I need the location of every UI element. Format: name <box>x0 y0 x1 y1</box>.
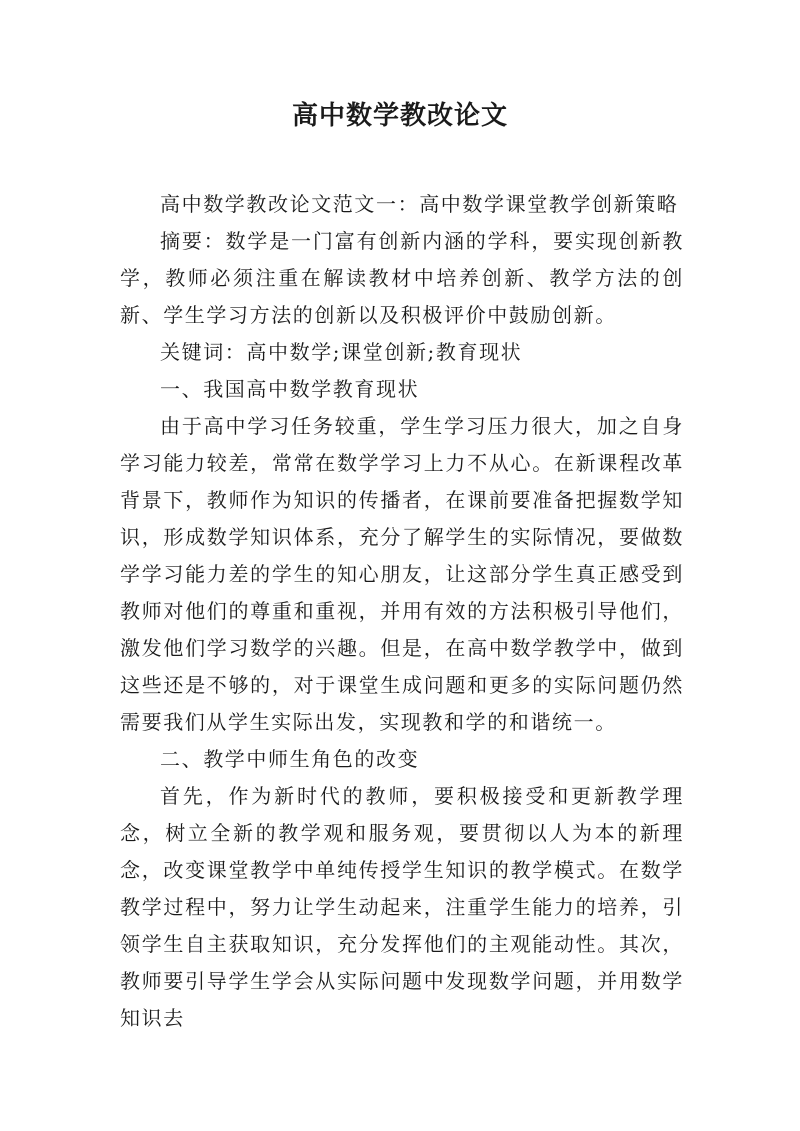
paragraph-abstract: 摘要：数学是一门富有创新内涵的学科，要实现创新教学，教师必须注重在解读教材中培养创新、教学方法的创新、学生学习方法的创新以及积极评价中鼓励创新。 <box>120 229 684 327</box>
document-title: 高中数学教改论文 <box>291 101 508 131</box>
paragraph-section-1: 由于高中学习任务较重，学生学习压力很大，加之自身学习能力较差，常常在数学学习上力不从心。在新课程改革背景下，教师作为知识的传播者，在课前要准备把握数学知识，形成数学知识体系，充分了解学生的实际情况，要做数学学习能力差的学生的知心朋友，让这部分学生真正感受到教师对他们的尊重和重视，并用有效的方法积极引导他们，激发他们学习数学的兴趣。但是，在高中数学教学中，做到这些还是不够的，对于课堂生成问题和更多的实际问题仍然需要我们从学生实际出发，实现教和学的和谐统一。 <box>120 414 684 734</box>
paragraph-keywords: 关键词：高中数学;课堂创新;教育现状 <box>160 340 523 364</box>
section-heading-2: 二、教学中师生角色的改变 <box>160 747 420 771</box>
section-heading-1: 一、我国高中数学教育现状 <box>160 377 420 401</box>
document-body <box>120 186 684 1037</box>
paragraph-subtitle: 高中数学教改论文范文一：高中数学课堂教学创新策略 <box>160 192 679 216</box>
paragraph-section-2: 首先，作为新时代的教师，要积极接受和更新教学理念，树立全新的教学观和服务观，要贯彻以人为本的新理念，改变课堂教学中单纯传授学生知识的教学模式。在数学教学过程中，努力让学生动起来，注重学生能力的培养，引领学生自主获取知识，充分发挥他们的主观能动性。其次，教师要引导学生学会从实际问题中发现数学问题，并用数学知识去 <box>120 784 684 1030</box>
